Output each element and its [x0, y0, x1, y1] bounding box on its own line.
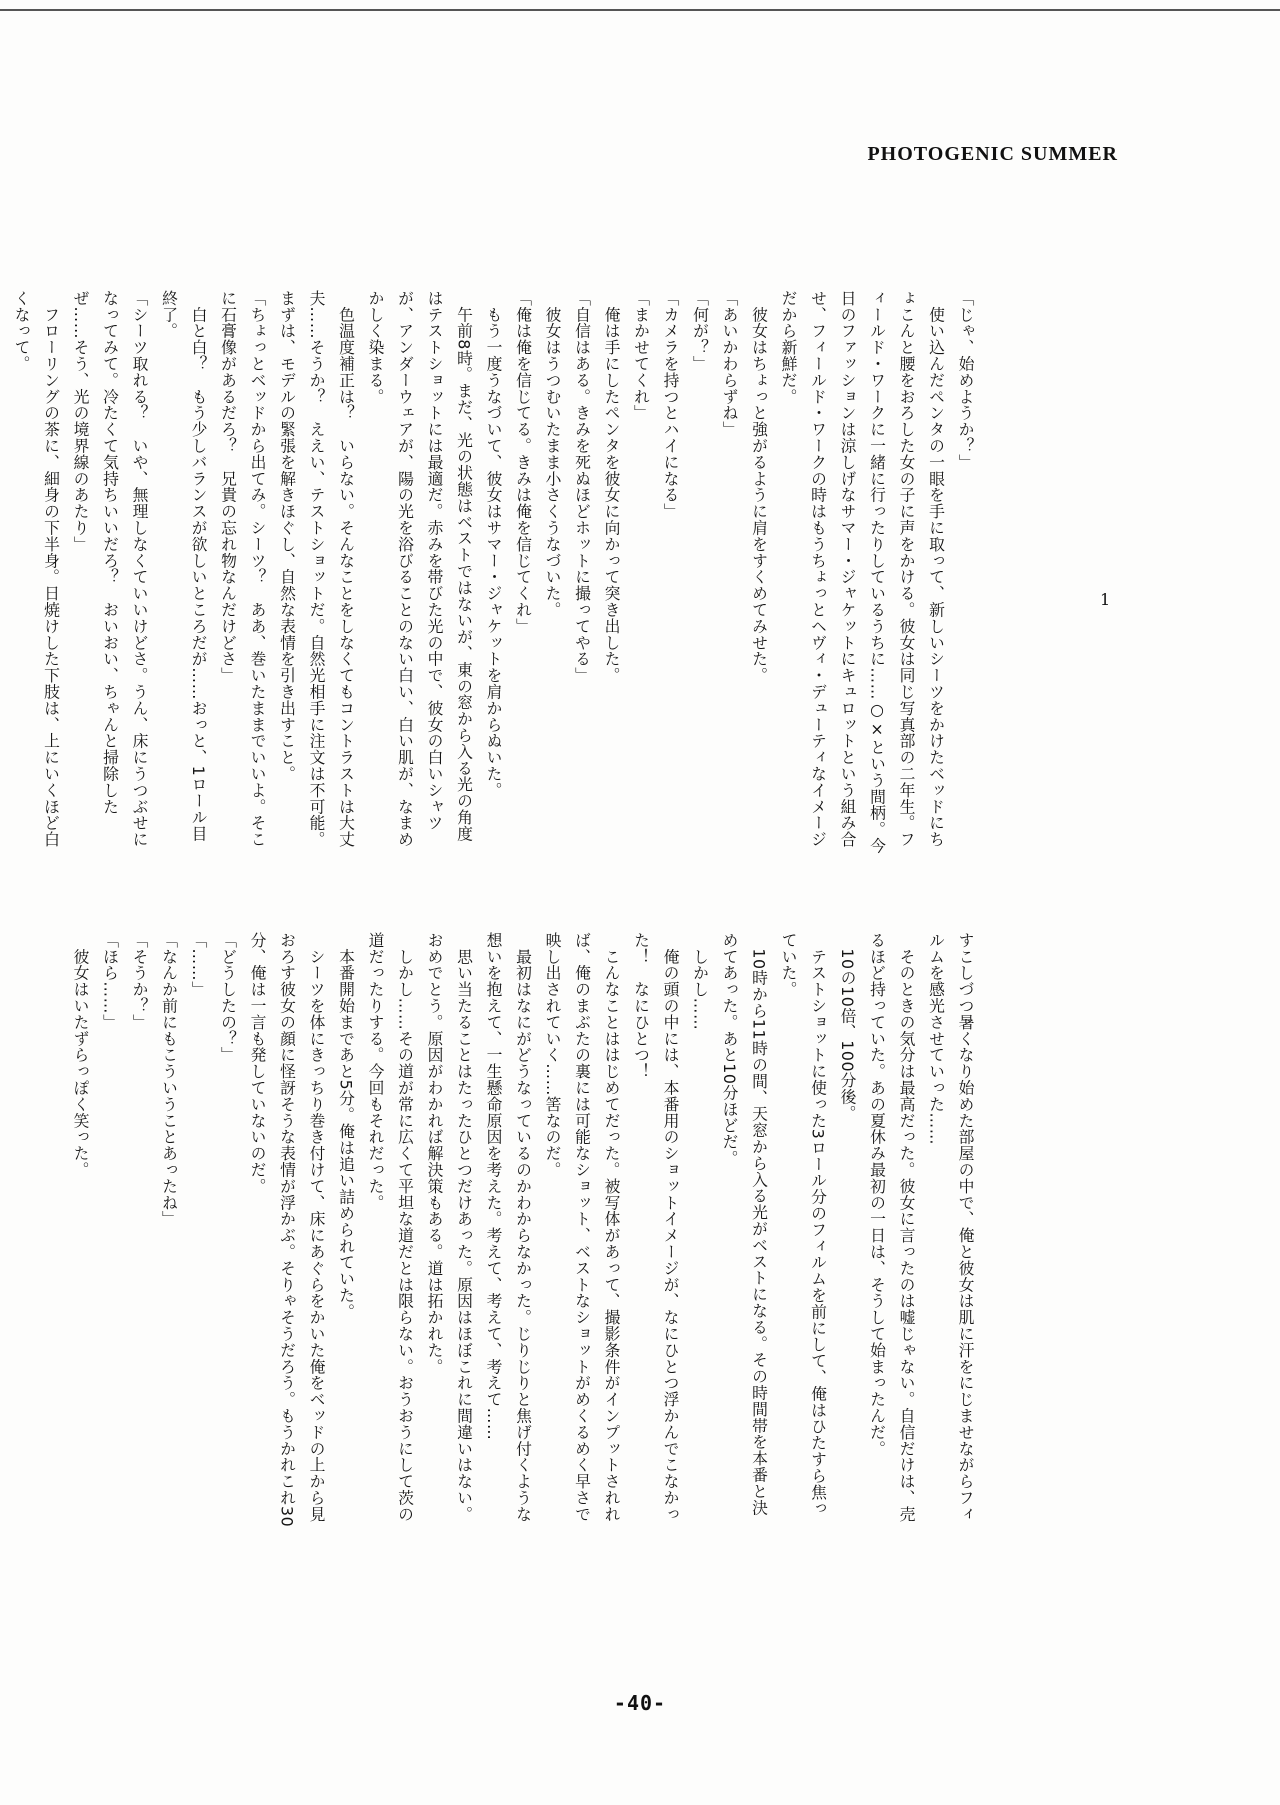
paragraph: 色温度補正は？ いらない。そんなことをしなくてもコントラストは大丈夫……そうか？ ええい、テストショットだ。自然光相手に注文は不可能。まずは、モデルの緊張を解きほぐし、自然な表情を引き出すこと。 [277, 290, 356, 848]
paragraph: 「じゃ、始めようか？」 [956, 290, 975, 471]
paragraph: 午前8時。まだ、光の状態はベストではないが、東の窓から入る光の角度はテストショットには最適だ。赤みを帯びた光の中で、彼女の白いシャツが、アンダーウェアが、陽の光を浴びることのない白い、白い肌が、なまめかしく染まる。 [366, 290, 474, 848]
top-rule [0, 9, 1280, 11]
paragraph: そのときの気分は最高だった。彼女に言ったのは嘘じゃない。自信だけは、売るほど持っていた。あの夏休み最初の一日は、そうして始まったんだ。 [867, 932, 916, 1523]
paragraph: こんなことははじめてだった。被写体があって、撮影条件がインプットされれば、俺のまぶたの裏には可能なショット、ベストなショットがめくるめく早さで映し出されていく……筈なのだ。 [543, 932, 621, 1523]
paragraph: 「そうか？」 [130, 932, 149, 1031]
paragraph: 俺は手にしたペンタを彼女に向かって突き出した。 [602, 290, 621, 684]
paragraph: 使い込んだペンタの一眼を手に取って、新しいシーツをかけたベッドにちょこんと腰をおろした女の子に声をかける。彼女は同じ写真部の二年生。フィールド・ワークに一緒に行ったりしているうちに……○×という間柄。今日のファッションは涼しげなサマー・ジャケットにキュロットという組み合せ、フィールド・ワークの時はもうちょっとヘヴィ・デューティなイメージだから新鮮だ。 [779, 290, 946, 854]
paragraph: 彼女はちょっと強がるように肩をすくめてみせた。 [749, 290, 769, 684]
paragraph: 「あいかわらずね」 [720, 290, 739, 438]
paragraph: 「自信はある。きみを死ぬほどホットに撮ってやる」 [572, 290, 592, 684]
paragraph: 本番開始まであと5分。俺は追い詰められていた。 [336, 932, 356, 1320]
paragraph: 「ほら……」 [100, 932, 120, 1031]
paragraph: 「まかせてくれ」 [631, 290, 651, 422]
paragraph: 「カメラを持つとハイになる」 [661, 290, 680, 520]
paragraph: 彼女はうつむいたまま小さくうなづいた。 [543, 290, 562, 618]
text-column-bottom [71, 932, 980, 1532]
paragraph: しかし……その道が常に広くて平坦な道だとは限らない。おうおうにして茨の道だったりする。今回もそれだった。 [366, 932, 415, 1523]
running-title: PHOTOGENIC SUMMER [867, 143, 1118, 165]
paragraph: 彼女はいたずらっぽく笑った。 [71, 932, 90, 1178]
paragraph: 白と白？ もう少しバランスが欲しいところだが……おっと、1ロール目終了。 [159, 290, 208, 842]
paragraph: 10の10倍、100分後。 [838, 932, 857, 1122]
text-column-top [12, 290, 980, 858]
paragraph: 思い当たることはたったひとつだけあった。原因はほぼこれに間違いはない。おめでとう。原因がわかれば解決策もある。道は拓かれた。 [425, 932, 474, 1523]
section-number: 1 [1100, 590, 1111, 609]
paragraph: 「……」 [189, 932, 208, 998]
paragraph: 最初はなにがどうなっているのかわからなかった。じりじりと焦げ付くような想いを抱えて、一生懸命原因を考えた。考えて、考えて、考えて…… [484, 932, 533, 1523]
page-number: -40- [613, 1691, 667, 1715]
paragraph: 「どうしたの？」 [218, 932, 238, 1064]
paragraph: 「何が？」 [690, 290, 710, 372]
paragraph: もう一度うなづいて、彼女はサマー・ジャケットを肩からぬいた。 [484, 290, 503, 799]
paragraph: 「シーツ取れる？ いや、無理しなくていいけどさ。うん、床にうつぶせになってみて。冷たくて気持ちいいだろ？ おいおい、ちゃんと掃除したぜ……そう、光の境界線のあたり」 [71, 290, 149, 848]
paragraph: しかし…… [690, 932, 710, 1031]
paragraph: 「ちょっとベッドから出てみ。シーツ？ ああ、巻いたままでいいよ。そこに石膏像があるだろ？ 兄貴の忘れ物なんだけどさ」 [218, 290, 267, 848]
paragraph: すこしづつ暑くなり始めた部屋の中で、俺と彼女は肌に汗をにじませながらフィルムを感光させていった…… [926, 932, 975, 1523]
paragraph: 俺の頭の中には、本番用のショットイメージが、なにひとつ浮かんでこなかった！ なにひとつ！ [631, 932, 680, 1523]
paragraph: テストショットに使った3ロール分のフィルムを前にして、俺はひたすら焦っていた。 [779, 932, 828, 1517]
paragraph: シーツを体にきっちり巻き付けて、床にあぐらをかいた俺をベッドの上から見おろす彼女の顔に怪訝そうな表情が浮かぶ。そりゃそうだろう。もうかれこれ30分、俺は一言も発していないのだ。 [248, 932, 326, 1528]
paragraph: 10時から11時の間、天窓から入る光がベストになる。その時間帯を本番と決めてあった。あと10分ほどだ。 [720, 932, 769, 1516]
paragraph: 「俺は俺を信じてる。きみは俺を信じてくれ」 [513, 290, 533, 635]
paragraph: フローリングの茶に、細身の下半身。日焼けした下肢は、上にいくほど白くなって。 [12, 290, 61, 848]
paragraph: 「なんか前にもこういうことあったね」 [159, 932, 179, 1228]
